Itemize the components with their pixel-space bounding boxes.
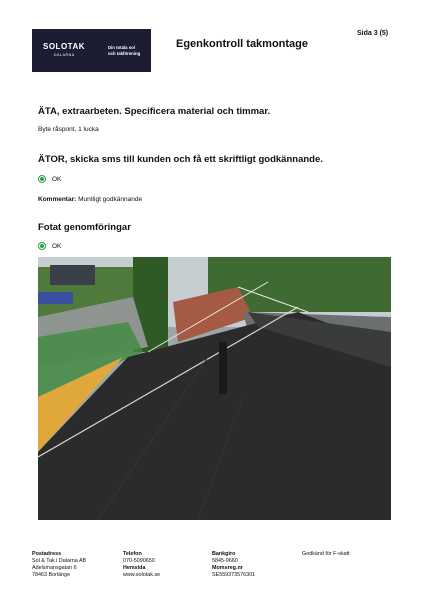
ator-status bbox=[38, 175, 61, 183]
check-radio-icon bbox=[38, 242, 46, 250]
check-radio-icon bbox=[38, 175, 46, 183]
ata-text: Byte råspont, 1 lucka bbox=[38, 126, 99, 133]
photos-status-label: OK bbox=[52, 242, 62, 250]
ator-status-label: OK bbox=[52, 175, 62, 183]
ata-heading: ÄTA, extraarbeten. Specificera material och timmar. bbox=[38, 106, 271, 117]
company-logo bbox=[32, 29, 151, 72]
logo-brand: SOLOTAK bbox=[43, 42, 86, 51]
footer-address: Postadress Sol & Tak i Dalarna AB Adelsmansgatan 6 78463 Borlänge bbox=[32, 551, 87, 578]
photos-status bbox=[38, 242, 61, 250]
ator-comment: Kommentar: Muntligt godkännande bbox=[38, 196, 143, 203]
footer-fskatt: Godkänd för F-skatt bbox=[302, 551, 350, 557]
logo-sub: DALARNA bbox=[54, 53, 75, 57]
page-number: Sida 3 (5) bbox=[357, 30, 389, 37]
roof-photo bbox=[38, 257, 391, 520]
footer-bank: Bankgiro 5845-9660 Momsreg.nr SE559373576301 bbox=[212, 551, 256, 578]
document-title: Egenkontroll takmontage bbox=[176, 38, 309, 50]
footer-contact: Telefon 070-5090650 Hemsida www.solotak.se bbox=[123, 551, 161, 578]
ator-heading: ÄTOR, skicka sms till kunden och få ett skriftligt godkännande. bbox=[38, 154, 323, 165]
photos-heading: Fotat genomföringar bbox=[38, 222, 131, 233]
logo-tagline: Din totala sol och takförening bbox=[108, 45, 141, 56]
